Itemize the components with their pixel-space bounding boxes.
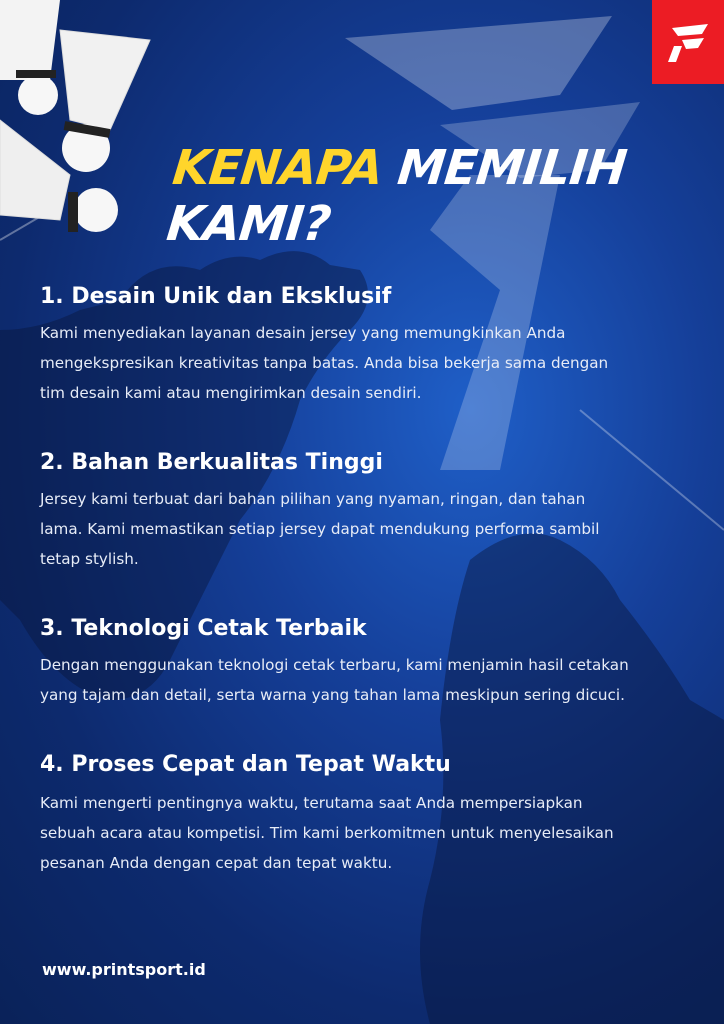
title-highlight: KENAPA xyxy=(170,140,386,196)
website-link[interactable]: www.printsport.id xyxy=(42,960,206,979)
shuttlecock-icon xyxy=(0,0,170,250)
section-line: lama. Kami memastikan setiap jersey dapat mendukung performa sambil xyxy=(40,520,600,538)
section-line: mengekspresikan kreativitas tanpa batas. Anda bisa bekerja sama dengan xyxy=(40,354,609,372)
section-line: yang tajam dan detail, serta warna yang tahan lama meskipun sering dicuci. xyxy=(40,686,625,704)
brand-logo xyxy=(652,0,724,84)
page-title xyxy=(164,140,724,252)
section-heading: 4. Proses Cepat dan Tepat Waktu xyxy=(40,752,451,777)
section-line: sebuah acara atau kompetisi. Tim kami berkomitmen untuk menyelesaikan xyxy=(40,824,614,842)
section-line: Kami mengerti pentingnya waktu, terutama saat Anda mempersiapkan xyxy=(40,794,583,812)
section-line: tetap stylish. xyxy=(40,550,139,568)
section-heading: 3. Teknologi Cetak Terbaik xyxy=(40,616,367,641)
section-heading: 2. Bahan Berkualitas Tinggi xyxy=(40,450,383,475)
title-rest: MEMILIH KAMI? xyxy=(164,140,629,252)
section-line: pesanan Anda dengan cepat dan tepat waktu. xyxy=(40,854,393,872)
section-line: Dengan menggunakan teknologi cetak terbaru, kami menjamin hasil cetakan xyxy=(40,656,629,674)
section-line: Kami menyediakan layanan desain jersey yang memungkinkan Anda xyxy=(40,324,566,342)
section-line: tim desain kami atau mengirimkan desain sendiri. xyxy=(40,384,422,402)
section-heading: 1. Desain Unik dan Eksklusif xyxy=(40,284,392,309)
section-line: Jersey kami terbuat dari bahan pilihan yang nyaman, ringan, dan tahan xyxy=(40,490,586,508)
logo-mark-icon xyxy=(652,0,724,84)
